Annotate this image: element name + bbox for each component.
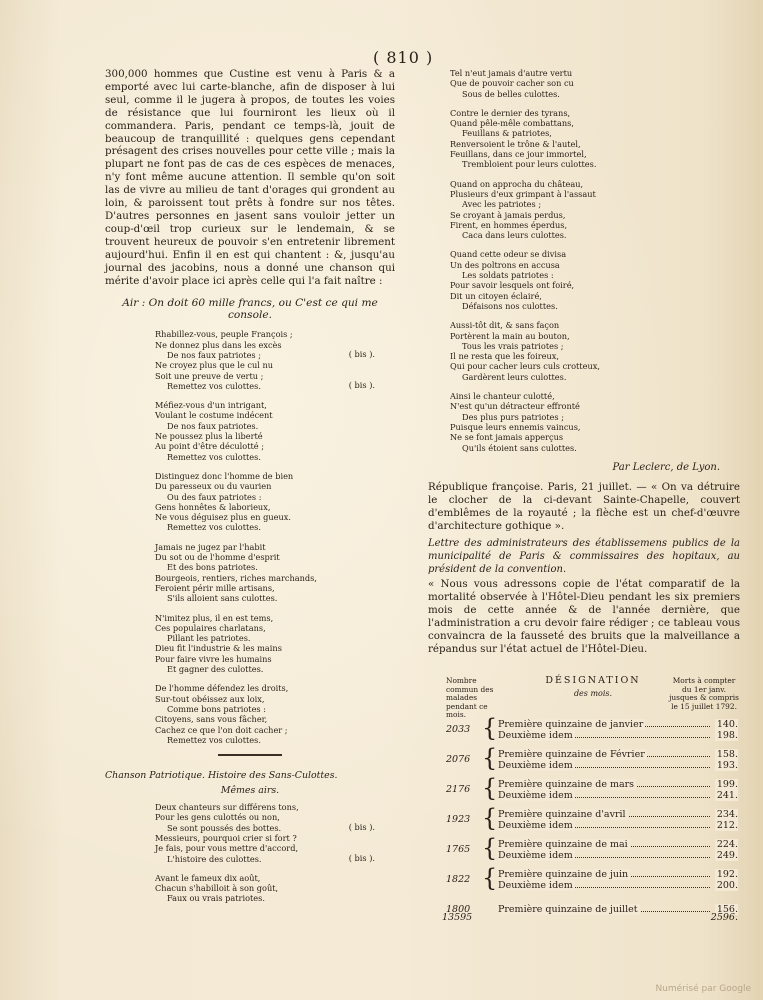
intro-paragraph: 300,000 hommes que Custine est venu à Paris & a emporté avec lui carte-blanche, afin de disposer à lui seul, comme il le jugera à propos, de toutes les voies de résistance que lui fourniront les lieux où il commandera. Paris, pendant ce temps-là, jouit de beaucoup de tranquillité : quelques gens cependant présagent des crises nouvelles pour cette ville ; mais la plupart ne font pas de cas de ces espèces de menaces, n'y font même aucune attention. Il semble qu'on soit las de vivre au milieu de tant d'orages qui grondent au loin, & paroissent tout prêts à fondre sur nos têtes. D'autres personnes en jasent sans vouloir jetter un coup-d'œil trop curieux sur le lendemain, & se trouvent heureux de pouvoir s'en entretenir librement aujourd'hui. Enfin il en est qui chantent : &, jusqu'au journal des jacobins, nous a donné une chanson qui mérite d'avoir place ici après celle qui l'a fait naître : — [105, 68, 395, 287]
verse-line: Sous de belles culottes. — [462, 88, 560, 99]
verse-line: Ne poussez plus la liberté — [155, 431, 263, 442]
page-number: ( 810 ) — [373, 48, 434, 67]
table-row — [428, 714, 740, 742]
verse-line: Jamais ne jugez par l'habit — [155, 541, 266, 552]
month-label: Deuxième idem — [498, 790, 573, 801]
verse-line: Ne croyez plus que le cul nu — [155, 360, 274, 371]
song-stanzas — [105, 329, 395, 745]
verse-line: Plusieurs d'eux grimpant à l'assaut — [450, 188, 596, 199]
verse-line: Méfiez-vous d'un intrigant, — [155, 400, 267, 411]
stanza — [450, 320, 740, 382]
verse-line: Se sont poussés des bottes. — [167, 822, 282, 833]
verse-line: Quand pêle-mêle combattans, — [450, 118, 574, 129]
verse-line: Cachez ce que l'on doit cacher ; — [155, 724, 288, 735]
verse-line: Pour faire vivre les humains — [155, 653, 272, 664]
verse-line: Remettez vos culottes. — [167, 380, 261, 391]
row-number: 1822 — [446, 874, 471, 885]
row-number: 1923 — [446, 814, 471, 825]
deaths-value: 156. — [716, 904, 738, 915]
verse-line: Citoyens, sans vous fâcher, — [155, 714, 268, 725]
bis-marker: ( bis ). — [348, 822, 375, 833]
deaths-value: 193. — [716, 760, 738, 771]
month-label: Deuxième idem — [498, 760, 573, 771]
deaths-value: 199. — [716, 779, 738, 790]
table-row — [428, 804, 740, 832]
verse-line: Puisque leurs ennemis vaincus, — [450, 421, 581, 432]
verse-line: S'ils alloient sans culottes. — [167, 593, 278, 604]
stanza — [155, 471, 395, 533]
row-line — [498, 779, 738, 790]
verse-line: De l'homme défendez les droits, — [155, 683, 289, 694]
verse-line: Rhabillez-vous, peuple François ; — [155, 329, 293, 340]
month-label: Deuxième idem — [498, 880, 573, 891]
brace-glyph: { — [482, 804, 498, 832]
right-column — [428, 68, 740, 656]
verse-line: Quand on approcha du château, — [450, 178, 584, 189]
verse-line: Caca dans leurs culottes. — [462, 230, 567, 241]
row-number: 2076 — [446, 754, 471, 765]
month-label: Première quinzaine de janvier — [498, 719, 644, 730]
lettre-body: « Nous vous adressons copie de l'état comparatif de la mortalité observée à l'Hôtel-Dieu pendant les six premiers mois de cette année & de l'année dernière, que l'administration a cru devoir faire rédiger ; ce tableau vous convaincra de la fausseté des bruits que la malveillance a répandus sur l'état actuel de l'Hôtel-Dieu. — [428, 578, 740, 655]
deaths-value: 140. — [716, 719, 738, 730]
stanza — [155, 400, 395, 462]
stanza — [155, 329, 395, 391]
verse-line: Aussi-tôt dit, & sans façon — [450, 320, 560, 331]
row-line — [498, 839, 738, 850]
verse-line: Ces populaires charlatans, — [155, 622, 266, 633]
verse-line: Voulant le costume indécent — [155, 410, 273, 421]
brace-glyph: { — [482, 744, 498, 772]
verse-line: Feroient périr mille artisans, — [155, 582, 275, 593]
verse-line: Pour les gens culottés ou non, — [155, 812, 280, 823]
deaths-value: 234. — [716, 809, 738, 820]
row-number: 2033 — [446, 724, 471, 735]
row-line — [498, 904, 738, 915]
verse-line: Ne se font jamais apperçus — [450, 432, 564, 443]
row-line — [498, 809, 738, 820]
deaths-value: 241. — [716, 790, 738, 801]
verse-line: Messieurs, pourquoi crier si fort ? — [155, 832, 297, 843]
verse-line: Se croyant à jamais perdus, — [450, 209, 566, 220]
verse-line: Avant le fameux dix août, — [155, 872, 261, 883]
verse-line: Qui pour cacher leurs culs crotteux, — [450, 361, 600, 372]
row-line — [498, 730, 738, 741]
verse-line: Tel n'eut jamais d'autre vertu — [450, 68, 573, 78]
stanza — [450, 108, 740, 170]
air-title: Air : On doit 60 mille francs, ou C'est ce qui me console. — [122, 297, 378, 322]
verse-line: Je fais, pour vous mettre d'accord, — [155, 843, 299, 854]
verse-line: Gardèrent leurs culottes. — [462, 371, 567, 382]
row-line — [498, 719, 738, 730]
verse-line: Contre le dernier des tyrans, — [450, 107, 571, 118]
verse-line: Ne donnez plus dans les excès — [155, 339, 282, 350]
verse-line: Portèrent la main au bouton, — [450, 330, 570, 341]
chanson-title: Chanson Patriotique. Histoire des Sans-Culottes. — [105, 770, 338, 782]
row-line — [498, 850, 738, 861]
deaths-value: 158. — [716, 749, 738, 760]
verse-line: Bourgeois, rentiers, riches marchands, — [155, 572, 317, 583]
designation-sub: des mois. — [573, 688, 613, 698]
total-right: 2596. — [710, 912, 738, 923]
verse-line: Comme bons patriotes : — [167, 703, 266, 714]
verse-line: Soit une preuve de vertu ; — [155, 370, 264, 381]
verse-line: Ou des faux patriotes : — [167, 491, 262, 502]
stanza — [450, 179, 740, 241]
verse-line: Distinguez donc l'homme de bien — [155, 470, 294, 481]
left-column — [105, 68, 395, 913]
brace-glyph: { — [482, 774, 498, 802]
deaths-value: 200. — [716, 880, 738, 891]
lettre-title: Lettre des administrateurs des établissemens publics de la municipalité de Paris & commissaires des hopitaux, au président de la convention. — [428, 538, 740, 575]
month-label: Première quinzaine de juin — [498, 869, 629, 880]
bis-marker: ( bis ). — [348, 349, 375, 360]
watermark: Numérisé par Google — [655, 984, 751, 994]
brace-glyph: { — [482, 864, 498, 892]
deaths-value: 198. — [716, 730, 738, 741]
verse-line: L'histoire des culottes. — [167, 853, 262, 864]
bis-marker: ( bis ). — [348, 380, 375, 391]
verse-line: Renversoient le trône & l'autel, — [450, 138, 581, 149]
verse-line: Et des bons patriotes. — [167, 562, 258, 573]
memes-airs: Mêmes airs. — [220, 785, 280, 797]
verse-line: Dit un citoyen éclairé, — [450, 290, 542, 301]
month-label: Première quinzaine de Février — [498, 749, 645, 760]
deaths-value: 249. — [716, 850, 738, 861]
signature: Par Leclerc, de Lyon. — [612, 461, 720, 473]
verse-line: Ainsi le chanteur culotté, — [450, 391, 555, 402]
verse-line: Remettez vos culottes. — [167, 522, 261, 533]
designation-label: DÉSIGNATION — [545, 675, 641, 686]
verse-line: Avec les patriotes ; — [462, 199, 542, 210]
stanza — [155, 873, 395, 904]
row-line — [498, 760, 738, 771]
verse-line: Remettez vos culottes. — [167, 451, 261, 462]
verse-line: Sur-tout obéissez aux loix, — [155, 693, 265, 704]
brace-glyph: { — [482, 714, 498, 742]
stanza — [450, 391, 740, 453]
table-row — [428, 864, 740, 892]
verse-line: N'est qu'un détracteur effronté — [450, 401, 580, 412]
verse-line: Défaisons nos culottes. — [462, 300, 558, 311]
stanza — [155, 613, 395, 675]
table-row — [428, 834, 740, 862]
verse-line: Les soldats patriotes : — [462, 270, 554, 281]
verse-line: Chacun s'habilloit à son goût, — [155, 883, 279, 894]
verse-line: De nos faux patriotes. — [167, 420, 259, 431]
deaths-value: 224. — [716, 839, 738, 850]
verse-line: Gens honnêtes & laborieux, — [155, 501, 271, 512]
verse-line: Il ne resta que les foireux, — [450, 351, 559, 362]
verse-line: Du sot ou de l'homme d'esprit — [155, 552, 280, 563]
month-label: Première quinzaine d'avril — [498, 809, 626, 820]
table-header-designation — [518, 677, 668, 698]
month-label: Première quinzaine de juillet — [498, 904, 638, 915]
deaths-value: 192. — [716, 869, 738, 880]
month-label: Deuxième idem — [498, 820, 573, 831]
table-row — [428, 744, 740, 772]
row-line — [498, 820, 738, 831]
verse-line: Et gagner des culottes. — [167, 664, 264, 675]
row-line — [498, 790, 738, 801]
right-stanzas — [428, 68, 740, 453]
table-header-nombre: Nombre commun des malades pendant ce mois. — [446, 676, 494, 720]
verse-line: Ne vous déguisez plus en gueux. — [155, 512, 291, 523]
stanza — [155, 683, 395, 745]
stanza — [450, 249, 740, 311]
verse-line: Pillant les patriotes. — [167, 633, 251, 644]
chanson-stanzas — [105, 802, 395, 904]
verse-line: Feuillans & patriotes, — [462, 128, 552, 139]
verse-line: Quand cette odeur se divisa — [450, 249, 567, 260]
total-left: 13595 — [442, 912, 473, 923]
row-number: 1765 — [446, 844, 471, 855]
row-number: 1800 — [446, 904, 471, 915]
verse-line: Remettez vos culottes. — [167, 734, 261, 745]
verse-line: N'imitez plus, il en est tems, — [155, 612, 274, 623]
deaths-value: 212. — [716, 820, 738, 831]
month-label: Deuxième idem — [498, 850, 573, 861]
republique-paragraph: République françoise. Paris, 21 juillet. — « On va détruire le clocher de la ci-devant Sainte-Chapelle, couvert d'emblêmes de la royauté ; la flèche est un chef-d'œuvre d'architecture gothique ». — [428, 480, 740, 532]
bis-marker: ( bis ). — [348, 853, 375, 864]
brace-glyph: { — [482, 834, 498, 862]
verse-line: Firent, en hommes éperdus, — [450, 219, 568, 230]
month-label: Première quinzaine de mars — [498, 779, 635, 790]
row-line — [498, 880, 738, 891]
verse-line: Deux chanteurs sur différens tons, — [155, 802, 299, 813]
verse-line: Un des poltrons en accusa — [450, 259, 560, 270]
month-label: Première quinzaine de mai — [498, 839, 628, 850]
verse-line: Trembloient pour leurs culottes. — [462, 159, 597, 170]
verse-line: Feuillans, dans ce jour immortel, — [450, 149, 587, 160]
verse-line: Que de pouvoir cacher son cu — [450, 78, 574, 89]
verse-line: Au point d'être déculotté ; — [155, 441, 265, 452]
divider-rule — [218, 754, 282, 756]
verse-line: Tous les vrais patriotes ; — [462, 340, 564, 351]
verse-line: Pour savoir lesquels ont foiré, — [450, 280, 575, 291]
verse-line: Qu'ils étoient sans culottes. — [462, 442, 577, 453]
verse-line: Des plus purs patriotes ; — [462, 411, 564, 422]
row-line — [498, 869, 738, 880]
verse-line: Faux ou vrais patriotes. — [167, 893, 265, 904]
stanza — [155, 542, 395, 604]
stanza — [155, 802, 395, 864]
table-row-last — [428, 899, 740, 921]
verse-line: De nos faux patriotes ; — [167, 350, 261, 360]
verse-line: Du paresseux ou du vaurien — [155, 481, 272, 492]
table-header-morts: Morts à compter du 1er janv. jusques & compris le 15 juillet 1792. — [669, 676, 739, 711]
month-label: Deuxième idem — [498, 730, 573, 741]
row-number: 2176 — [446, 784, 471, 795]
verse-line: Dieu fit l'industrie & les mains — [155, 643, 282, 654]
stanza — [450, 68, 740, 99]
row-line — [498, 749, 738, 760]
table-row — [428, 774, 740, 802]
